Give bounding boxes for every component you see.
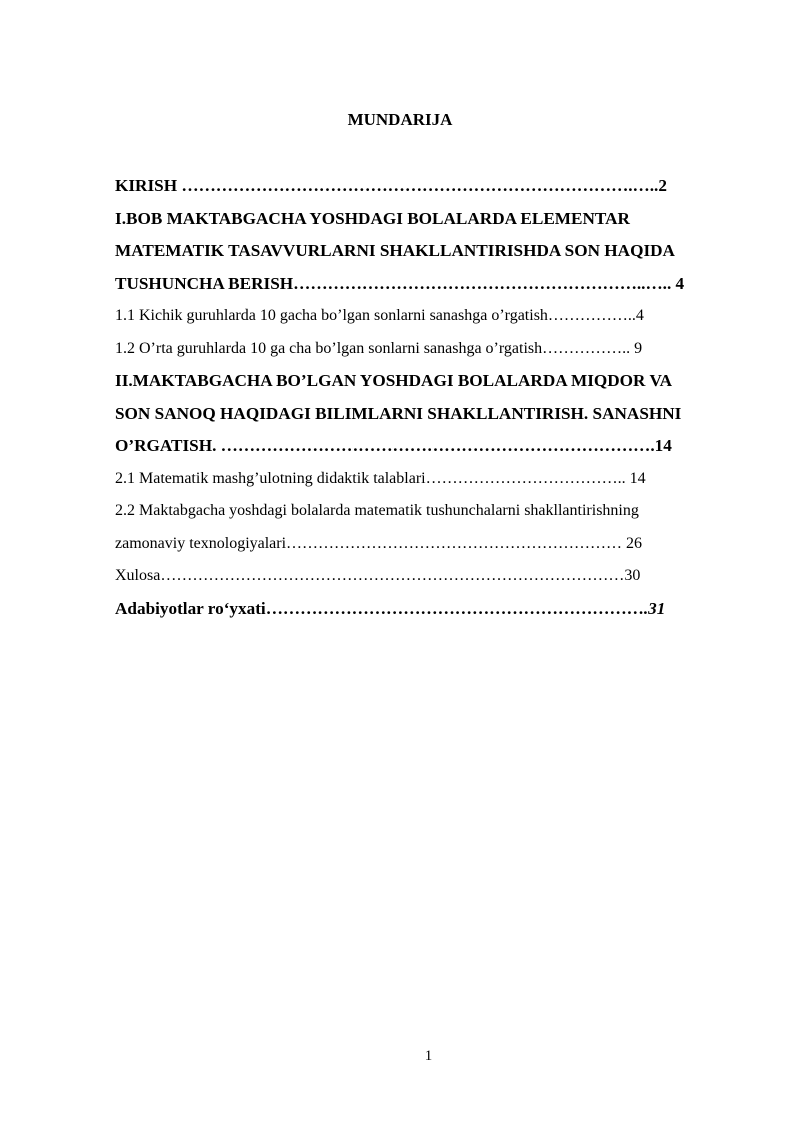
toc-entry-section-1-1[interactable]: 1.1 Kichik guruhlarda 10 gacha bo’lgan sonlarni sanashga o’rgatish……………..4 xyxy=(115,307,644,324)
toc-entry-bob2-heading-line3[interactable]: O’RGATISH. ………………………………………………………………….14 xyxy=(115,436,672,455)
toc-title: MUNDARIJA xyxy=(347,110,453,129)
table-of-contents xyxy=(115,172,745,627)
toc-entry-kirish[interactable]: KIRISH …………………………………………………………………….…..2 xyxy=(115,176,667,195)
toc-entry-bob2-heading-line1[interactable]: II.MAKTABGACHA BO’LGAN YOSHDAGI BOLALARDA MIQDOR VA xyxy=(115,371,673,390)
toc-entry-section-2-1[interactable]: 2.1 Matematik mashg’ulotning didaktik talablari……………………………….. 14 xyxy=(115,469,646,487)
toc-entry-section-1-2[interactable]: 1.2 O’rta guruhlarda 10 ga cha bo’lgan sonlarni sanashga o’rgatish…………….. 9 xyxy=(115,339,643,357)
toc-entry-section-2-2-line1[interactable]: 2.2 Maktabgacha yoshdagi bolalarda matematik tushunchalarni shakllantirishning xyxy=(115,502,639,519)
toc-entry-section-2-2-line2[interactable]: zamonaviy texnologiyalari……………………………………………………… 26 xyxy=(115,534,643,552)
page-number: 1 xyxy=(424,1048,433,1064)
toc-entry-adabiyotlar-label: Adabiyotlar ro‘yxati………………………………………………………… xyxy=(115,598,644,618)
toc-entry-adabiyotlar-page: .31 xyxy=(643,598,666,618)
toc-entry-bob2-heading-line2[interactable]: SON SANOQ HAQIDAGI BILIMLARNI SHAKLLANTIRISH. SANASHNI xyxy=(115,403,682,423)
toc-entry-adabiyotlar[interactable] xyxy=(115,595,745,628)
toc-entry-xulosa[interactable]: Xulosa……………………………………………………………………………30 xyxy=(115,567,641,584)
toc-entry-bob1-heading-line2[interactable]: MATEMATIK TASAVVURLARNI SHAKLLANTIRISHDA SON HAQIDA xyxy=(115,241,675,260)
toc-entry-bob1-heading-line1[interactable]: I.BOB MAKTABGACHA YOSHDAGI BOLALARDA ELEMENTAR xyxy=(115,208,630,228)
toc-entry-bob1-heading-line3[interactable]: TUSHUNCHA BERISH……………………………………………………..….. 4 xyxy=(115,273,685,293)
